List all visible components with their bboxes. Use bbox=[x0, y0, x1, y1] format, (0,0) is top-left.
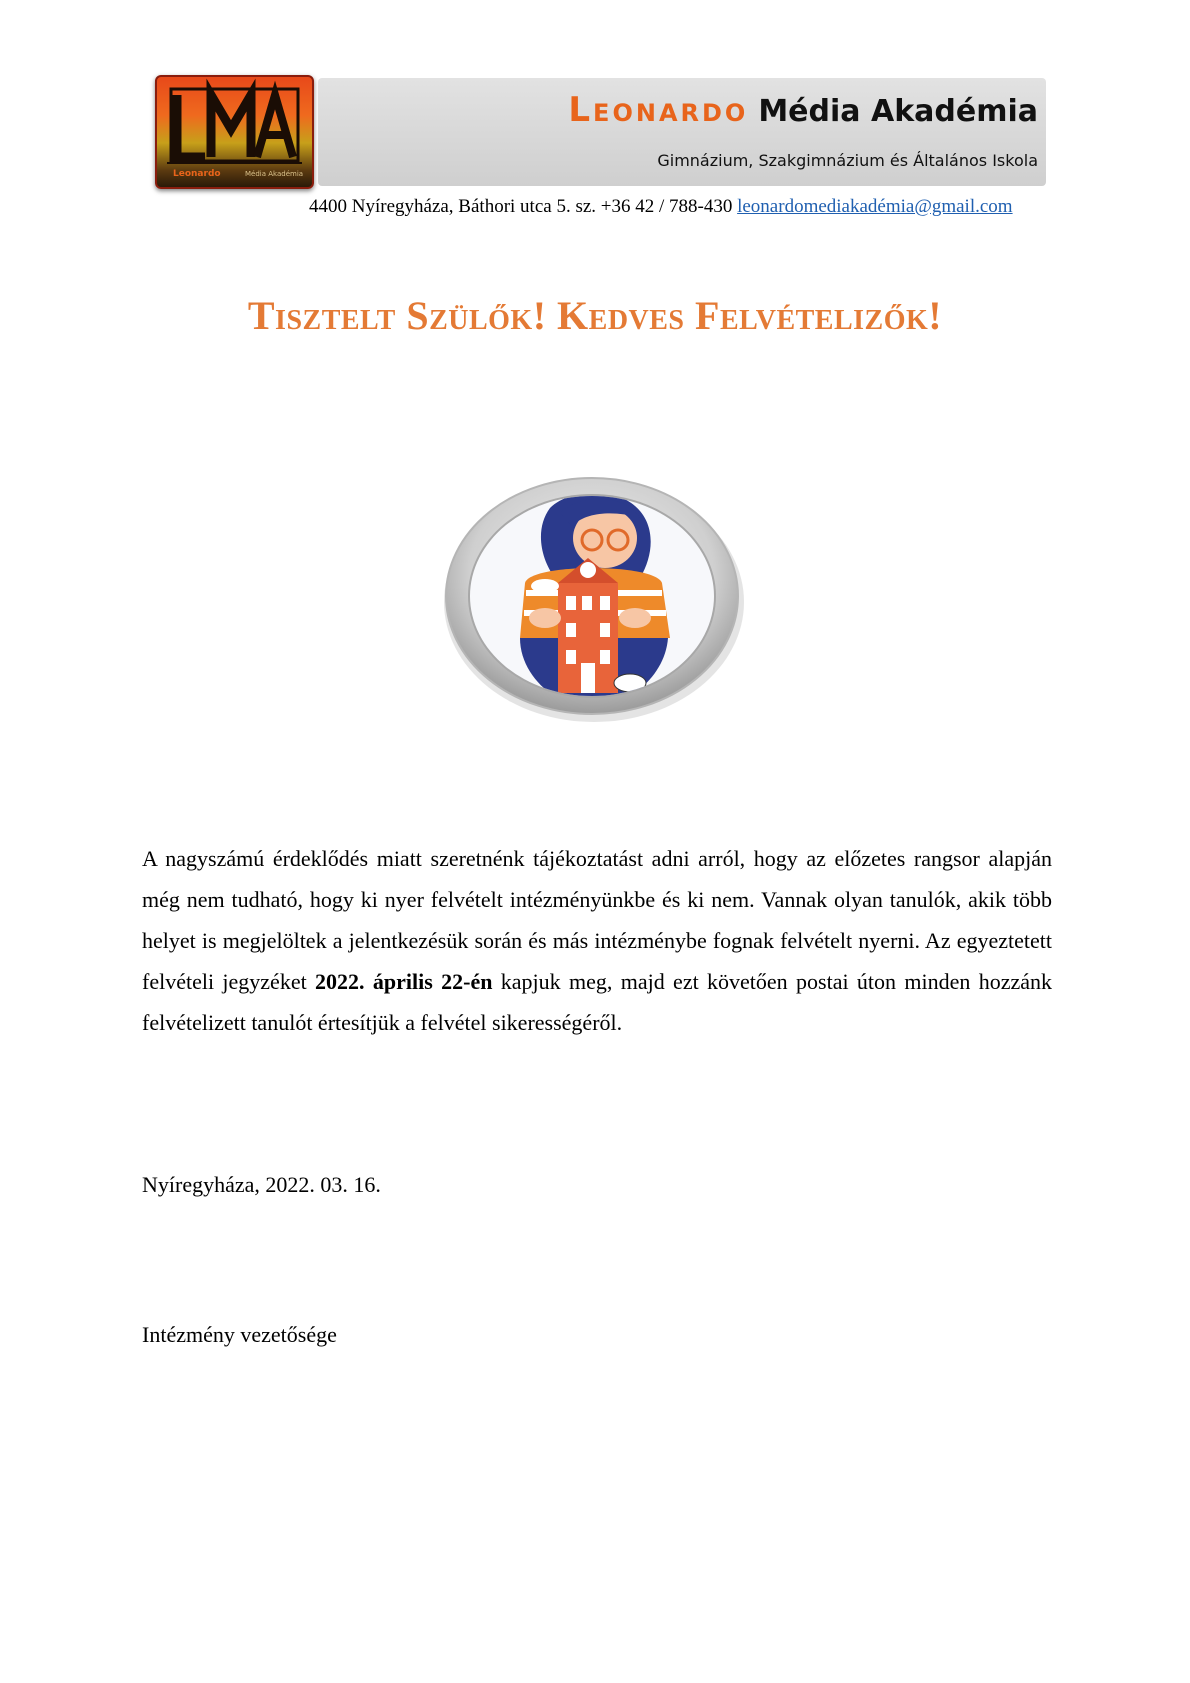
brand-name: Leonardo bbox=[568, 90, 749, 130]
brand-rest: Média Akadémia bbox=[758, 94, 1038, 129]
lma-logo-icon bbox=[157, 77, 312, 187]
logo-caption-right: Média Akadémia bbox=[245, 170, 304, 178]
body-paragraph bbox=[142, 838, 1052, 1043]
brand-title bbox=[568, 90, 1038, 130]
contact-email-link[interactable]: leonardomediakadémia@gmail.com bbox=[737, 196, 1013, 217]
contact-address-phone: 4400 Nyíregyháza, Báthori utca 5. sz. +36 42 / 788-430 bbox=[309, 196, 733, 217]
signature: Intézmény vezetősége bbox=[142, 1322, 337, 1347]
page-title: Tisztelt Szülők! Kedves Felvételizők! bbox=[247, 293, 943, 338]
body-text-part2: kapjuk meg, majd ezt követően postai úton minden hozzánk felvételizett tanulót értesítjük a felvétel sikerességéről. bbox=[142, 969, 1052, 1035]
body-text-part1: A nagyszámú érdeklődés miatt szeretnénk tájékoztatást adni arról, hogy az előzetes rangsor alapján még nem tudható, hogy ki nyer felvételt intézményünkbe és ki nem. Vannak olyan tanulók, akik több helyet is megjelöltek a jelentkezésük során és más intézménybe fognak felvételt nyerni. Az egyeztetett felvételi jegyzéket bbox=[142, 846, 1052, 994]
logo-caption-left: Leonardo bbox=[173, 169, 221, 179]
school-logo bbox=[155, 75, 314, 189]
illustration bbox=[440, 468, 750, 733]
header-banner bbox=[318, 78, 1046, 186]
contact-line bbox=[309, 196, 1013, 218]
brand-subtitle: Gimnázium, Szakgimnázium és Általános Iskola bbox=[657, 151, 1038, 170]
girl-hugging-school-building-icon bbox=[440, 468, 750, 728]
date-line: Nyíregyháza, 2022. 03. 16. bbox=[142, 1172, 381, 1197]
body-bold-date: 2022. április 22-én bbox=[315, 969, 493, 994]
